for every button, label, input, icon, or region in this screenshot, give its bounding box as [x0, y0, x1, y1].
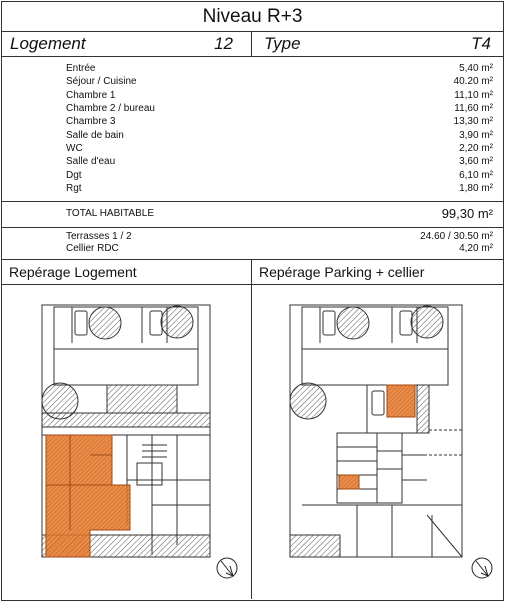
room-row [2, 89, 503, 102]
room-name: Rgt [66, 183, 82, 195]
extra-area: 4,20 m² [459, 243, 493, 254]
room-row [2, 75, 503, 88]
total-row [2, 202, 503, 228]
north-arrow-icon [217, 558, 237, 578]
type-label: Type [264, 34, 301, 53]
rooms-table [2, 57, 503, 202]
parking-highlight [387, 385, 415, 417]
tree-icon [411, 306, 443, 338]
room-name: Salle d'eau [66, 156, 116, 168]
room-name: Entrée [66, 63, 96, 74]
type-cell [252, 32, 503, 56]
logement-label: Logement [10, 34, 86, 53]
room-area: 2,20 m² [459, 143, 493, 155]
room-area: 1,80 m² [459, 183, 493, 195]
header-row [2, 32, 503, 57]
floor-plan-logement [2, 285, 252, 599]
room-name: Chambre 1 [66, 89, 116, 101]
room-name: Salle de bain [66, 129, 124, 141]
total-label: TOTAL HABITABLE [66, 208, 154, 219]
extra-row [2, 231, 503, 243]
room-name: Séjour / Cuisine [66, 76, 137, 88]
room-row [2, 182, 503, 195]
room-name: WC [66, 143, 83, 155]
room-name: Dgt [66, 169, 82, 181]
tree-icon [89, 307, 121, 339]
plans-header [2, 260, 503, 285]
room-row [2, 115, 503, 128]
floor-plan-logement-drawing [2, 285, 251, 599]
level-title: Niveau R+3 [2, 2, 503, 32]
extra-area: 24.60 / 30.50 m² [420, 231, 493, 242]
floor-plan-parking-drawing [252, 285, 504, 599]
tree-icon [42, 383, 78, 419]
extra-name: Cellier RDC [66, 243, 119, 254]
room-area: 3,60 m² [459, 156, 493, 168]
total-area: 99,30 m² [441, 206, 493, 221]
room-row [2, 169, 503, 182]
plans-area [2, 285, 503, 599]
apartment-sheet [1, 1, 504, 601]
room-area: 6,10 m² [459, 169, 493, 181]
room-name: Chambre 3 [66, 116, 116, 128]
room-row [2, 155, 503, 168]
tree-icon [290, 383, 326, 419]
type-value: T4 [471, 34, 491, 53]
extra-name: Terrasses 1 / 2 [66, 231, 132, 242]
logement-cell [2, 32, 252, 56]
room-area: 3,90 m² [459, 129, 493, 141]
room-area: 11,60 m² [454, 103, 493, 115]
left-plan-title: Repérage Logement [2, 260, 252, 284]
room-area: 13,30 m² [453, 116, 493, 128]
tree-icon [337, 307, 369, 339]
cellier-highlight [339, 475, 359, 489]
room-area: 11,10 m² [454, 89, 493, 101]
north-arrow-icon [472, 558, 492, 578]
room-row [2, 62, 503, 75]
room-name: Chambre 2 / bureau [66, 103, 155, 115]
room-row [2, 142, 503, 155]
extra-row [2, 243, 503, 255]
room-area: 5,40 m² [459, 63, 493, 74]
room-row [2, 102, 503, 115]
room-row [2, 129, 503, 142]
logement-number: 12 [214, 34, 233, 53]
extras-table [2, 228, 503, 260]
tree-icon [161, 306, 193, 338]
room-area: 40.20 m² [453, 76, 493, 88]
right-plan-title: Repérage Parking + cellier [259, 264, 425, 280]
floor-plan-parking [252, 285, 503, 599]
